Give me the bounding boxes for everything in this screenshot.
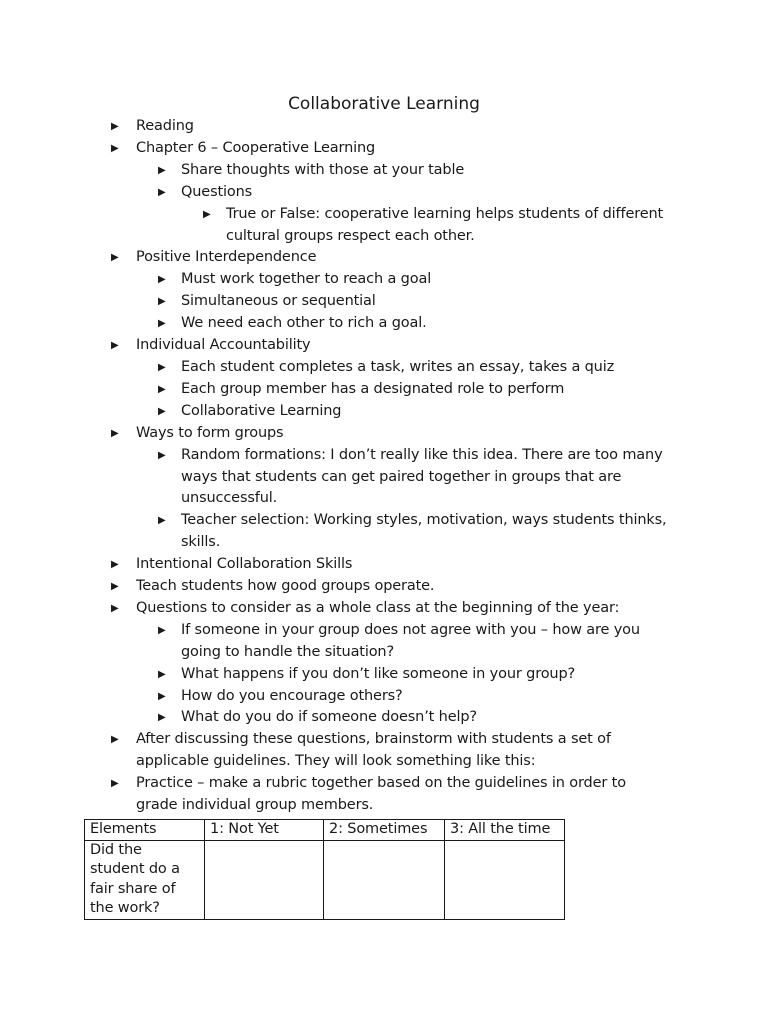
- bullet-arrow-icon: ▶: [203, 208, 211, 220]
- bullet-arrow-icon: ▶: [111, 121, 119, 132]
- outline-subitem: ▶ Must work together to reach a goal: [0, 269, 768, 291]
- bullet-arrow-icon: ▶: [111, 340, 119, 352]
- bullet-arrow-icon: ▶: [158, 449, 166, 461]
- outline-item: ▶ Teach students how good groups operate.: [0, 576, 768, 598]
- table-cell: [324, 841, 445, 920]
- bullet-arrow-icon: ▶: [158, 274, 166, 286]
- outline-subitem: ▶ Collaborative Learning: [0, 401, 768, 423]
- bullet-arrow-icon: ▶: [111, 142, 119, 154]
- outline-list: [0, 116, 768, 817]
- outline-subitem: ▶ How do you encourage others?: [0, 686, 768, 708]
- bullet-arrow-icon: ▶: [111, 581, 119, 593]
- outline-subitem: ▶ Random formations: I don’t really like this idea. There are too many ways that students can get paired together in groups that are unsuccessful.: [158, 446, 663, 507]
- table-header-cell: 1: Not Yet: [205, 820, 324, 841]
- outline-item: ▶ Questions to consider as a whole class at the beginning of the year:: [0, 598, 768, 620]
- bullet-arrow-icon: ▶: [158, 515, 166, 527]
- outline-item: ▶ Ways to form groups: [0, 423, 768, 445]
- table-row: [85, 841, 565, 920]
- bullet-arrow-icon: ▶: [111, 734, 119, 746]
- table-header-cell: 3: All the time: [445, 820, 565, 841]
- outline-item: ▶ Reading: [0, 116, 768, 138]
- bullet-arrow-icon: ▶: [111, 427, 119, 439]
- table-cell: [445, 841, 565, 920]
- outline-subitem: ▶ Share thoughts with those at your table: [0, 160, 768, 182]
- bullet-arrow-icon: ▶: [111, 559, 119, 571]
- outline-subitem: ▶ What happens if you don’t like someone in your group?: [0, 664, 768, 686]
- table-cell: Did the student do a fair share of the work?: [85, 841, 205, 920]
- bullet-arrow-icon: ▶: [158, 361, 166, 373]
- table-header-cell: 2: Sometimes: [324, 820, 445, 841]
- outline-subitem: ▶ Questions: [0, 182, 768, 204]
- outline-item: ▶ Positive Interdependence: [0, 247, 768, 269]
- bullet-arrow-icon: ▶: [158, 712, 166, 724]
- outline-item: ▶ Intentional Collaboration Skills: [0, 554, 768, 576]
- table-header-cell: Elements: [85, 820, 205, 841]
- bullet-arrow-icon: ▶: [158, 624, 166, 636]
- table-cell: [205, 841, 324, 920]
- outline-subitem: ▶ Each student completes a task, writes an essay, takes a quiz: [0, 357, 768, 379]
- outline-item: ▶ Practice – make a rubric together based on the guidelines in order to grade individual group members.: [111, 775, 626, 814]
- bullet-arrow-icon: ▶: [158, 690, 166, 702]
- outline-item: ▶ After discussing these questions, brainstorm with students a set of applicable guidelines. They will look something like this:: [111, 731, 611, 770]
- bullet-arrow-icon: ▶: [158, 383, 166, 395]
- bullet-arrow-icon: ▶: [111, 252, 119, 264]
- outline-item: ▶ Chapter 6 – Cooperative Learning: [0, 138, 768, 160]
- outline-subitem: ▶ We need each other to rich a goal.: [0, 313, 768, 335]
- bullet-arrow-icon: ▶: [158, 186, 166, 198]
- table-header-row: [85, 820, 565, 841]
- outline-subitem: ▶ Teacher selection: Working styles, motivation, ways students thinks, skills.: [158, 512, 667, 551]
- bullet-arrow-icon: ▶: [158, 296, 166, 308]
- rubric-table: [84, 819, 565, 920]
- bullet-arrow-icon: ▶: [158, 318, 166, 330]
- outline-subitem: ▶ What do you do if someone doesn’t help?: [0, 707, 768, 729]
- outline-subsubitem: ▶ True or False: cooperative learning helps students of different cultural groups respect each other.: [203, 205, 664, 244]
- outline-subitem: ▶ If someone in your group does not agree with you – how are you going to handle the situation?: [158, 621, 640, 660]
- outline-subitem: ▶ Each group member has a designated role to perform: [0, 379, 768, 401]
- bullet-arrow-icon: ▶: [111, 602, 119, 614]
- outline-item: ▶ Individual Accountability: [0, 335, 768, 357]
- bullet-arrow-icon: ▶: [158, 405, 166, 417]
- bullet-arrow-icon: ▶: [111, 778, 119, 790]
- bullet-arrow-icon: ▶: [158, 164, 166, 176]
- bullet-arrow-icon: ▶: [158, 668, 166, 680]
- outline-subitem: ▶ Simultaneous or sequential: [0, 291, 768, 313]
- document-title: Collaborative Learning: [288, 94, 480, 114]
